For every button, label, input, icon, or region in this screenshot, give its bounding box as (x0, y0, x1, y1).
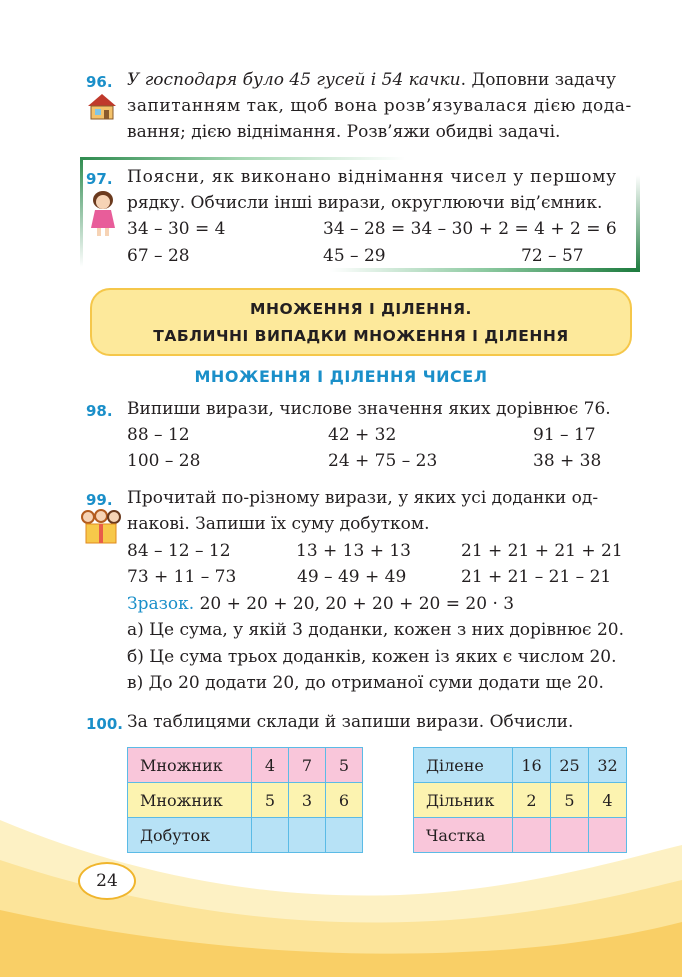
subheading: МНОЖЕННЯ І ДІЛЕННЯ ЧИСЕЛ (194, 367, 488, 386)
empty-answer-cell[interactable] (513, 818, 551, 853)
table-row (128, 748, 363, 783)
table-cell: 25 (551, 748, 589, 783)
task-99-expr-1: 84 – 12 – 12 (127, 541, 231, 561)
banner-line-2: ТАБЛИЧНІ ВИПАДКИ МНОЖЕННЯ І ДІЛЕННЯ (153, 327, 569, 345)
task-99-option-c: в) До 20 додати 20, до отриманої суми додати ще 20. (127, 673, 604, 693)
task-97-expr-4: 45 – 29 (323, 246, 386, 266)
table-cell: 32 (589, 748, 627, 783)
task-98-expr-2: 42 + 32 (328, 425, 397, 445)
task-99-sample-label: Зразок. (127, 594, 195, 614)
task-99-option-b: б) Це сума трьох доданків, кожен із яких є числом 20. (127, 647, 617, 667)
task-98-expr-1: 88 – 12 (127, 425, 190, 445)
banner-line-1: МНОЖЕННЯ І ДІЛЕННЯ. (250, 300, 472, 318)
row-label: Ділене (414, 748, 513, 783)
table-cell: 3 (289, 783, 326, 818)
table-row (128, 818, 363, 853)
task-97-expr-3: 67 – 28 (127, 246, 190, 266)
girl-icon (88, 190, 118, 238)
table-row (414, 748, 627, 783)
row-label: Множник (128, 783, 252, 818)
empty-answer-cell[interactable] (326, 818, 363, 853)
table-row (128, 783, 363, 818)
kids-with-gift-icon (78, 508, 124, 544)
table-row (414, 783, 627, 818)
table-cell: 16 (513, 748, 551, 783)
empty-answer-cell[interactable] (289, 818, 326, 853)
row-label: Добуток (128, 818, 252, 853)
task-97-frame-top (80, 157, 405, 160)
task-99-line-1: Прочитай по-різному вирази, у яких усі доданки од- (127, 488, 599, 508)
task-97-line-1: Поясни, як виконано віднімання чисел у першому (127, 167, 617, 187)
house-icon (86, 92, 118, 120)
empty-answer-cell[interactable] (252, 818, 289, 853)
task-96-line-2: запитанням так, щоб вона розв’язувалася дією дода- (127, 96, 632, 116)
task-98-line-1: Випиши вирази, числове значення яких дорівнює 76. (127, 399, 611, 419)
division-table (413, 747, 627, 853)
task-98-expr-3: 91 – 17 (533, 425, 596, 445)
task-99-expr-2: 13 + 13 + 13 (296, 541, 411, 561)
task-97-expr-2: 34 – 28 = 34 – 30 + 2 = 4 + 2 = 6 (323, 219, 617, 239)
row-label: Дільник (414, 783, 513, 818)
table-cell: 5 (551, 783, 589, 818)
task-96-line-1 (127, 70, 616, 90)
task-97-expr-5: 72 – 57 (521, 246, 584, 266)
task-96-line-1-rest: . Доповни задачу (460, 70, 616, 90)
empty-answer-cell[interactable] (551, 818, 589, 853)
task-99-expr-6: 21 + 21 – 21 – 21 (461, 567, 612, 587)
task-98-expr-5: 24 + 75 – 23 (328, 451, 438, 471)
task-99-expr-5: 49 – 49 + 49 (297, 567, 407, 587)
task-97-number: 97. (86, 170, 113, 188)
task-98-expr-6: 38 + 38 (533, 451, 602, 471)
task-98-number: 98. (86, 402, 113, 420)
table-cell: 5 (252, 783, 289, 818)
row-label: Частка (414, 818, 513, 853)
row-label: Множник (128, 748, 252, 783)
task-98-expr-4: 100 – 28 (127, 451, 201, 471)
table-cell: 7 (289, 748, 326, 783)
table-cell: 4 (252, 748, 289, 783)
task-100-number: 100. (86, 715, 124, 733)
empty-answer-cell[interactable] (589, 818, 627, 853)
section-banner (90, 288, 632, 356)
table-cell: 6 (326, 783, 363, 818)
table-cell: 2 (513, 783, 551, 818)
task-97-frame-left (80, 157, 83, 267)
table-row (414, 818, 627, 853)
task-96-condition: У господаря було 45 гусей і 54 качки (127, 70, 461, 90)
task-99-expr-4: 73 + 11 – 73 (127, 567, 237, 587)
table-cell: 4 (589, 783, 627, 818)
task-100-line-1: За таблицями склади й запиши вирази. Обчисли. (127, 712, 574, 732)
task-99-number: 99. (86, 491, 113, 509)
multiplication-table (127, 747, 363, 853)
task-99-sample-text: 20 + 20 + 20, 20 + 20 + 20 = 20 · 3 (199, 594, 515, 614)
task-99-sample (127, 594, 514, 614)
page-number: 24 (78, 862, 136, 900)
task-97-expr-1: 34 – 30 = 4 (127, 219, 226, 239)
task-99-expr-3: 21 + 21 + 21 + 21 (461, 541, 623, 561)
task-96-line-3: вання; дією віднімання. Розв’яжи обидві задачі. (127, 122, 561, 142)
task-97-frame-right (636, 175, 640, 272)
task-96-number: 96. (86, 73, 113, 91)
task-97-frame-bottom (330, 268, 640, 272)
task-99-line-2: накові. Запиши їх суму добутком. (127, 514, 430, 534)
table-cell: 5 (326, 748, 363, 783)
task-99-option-a: а) Це сума, у якій 3 доданки, кожен з них дорівнює 20. (127, 620, 625, 640)
task-97-line-2: рядку. Обчисли інші вирази, округлюючи від’ємник. (127, 193, 603, 213)
